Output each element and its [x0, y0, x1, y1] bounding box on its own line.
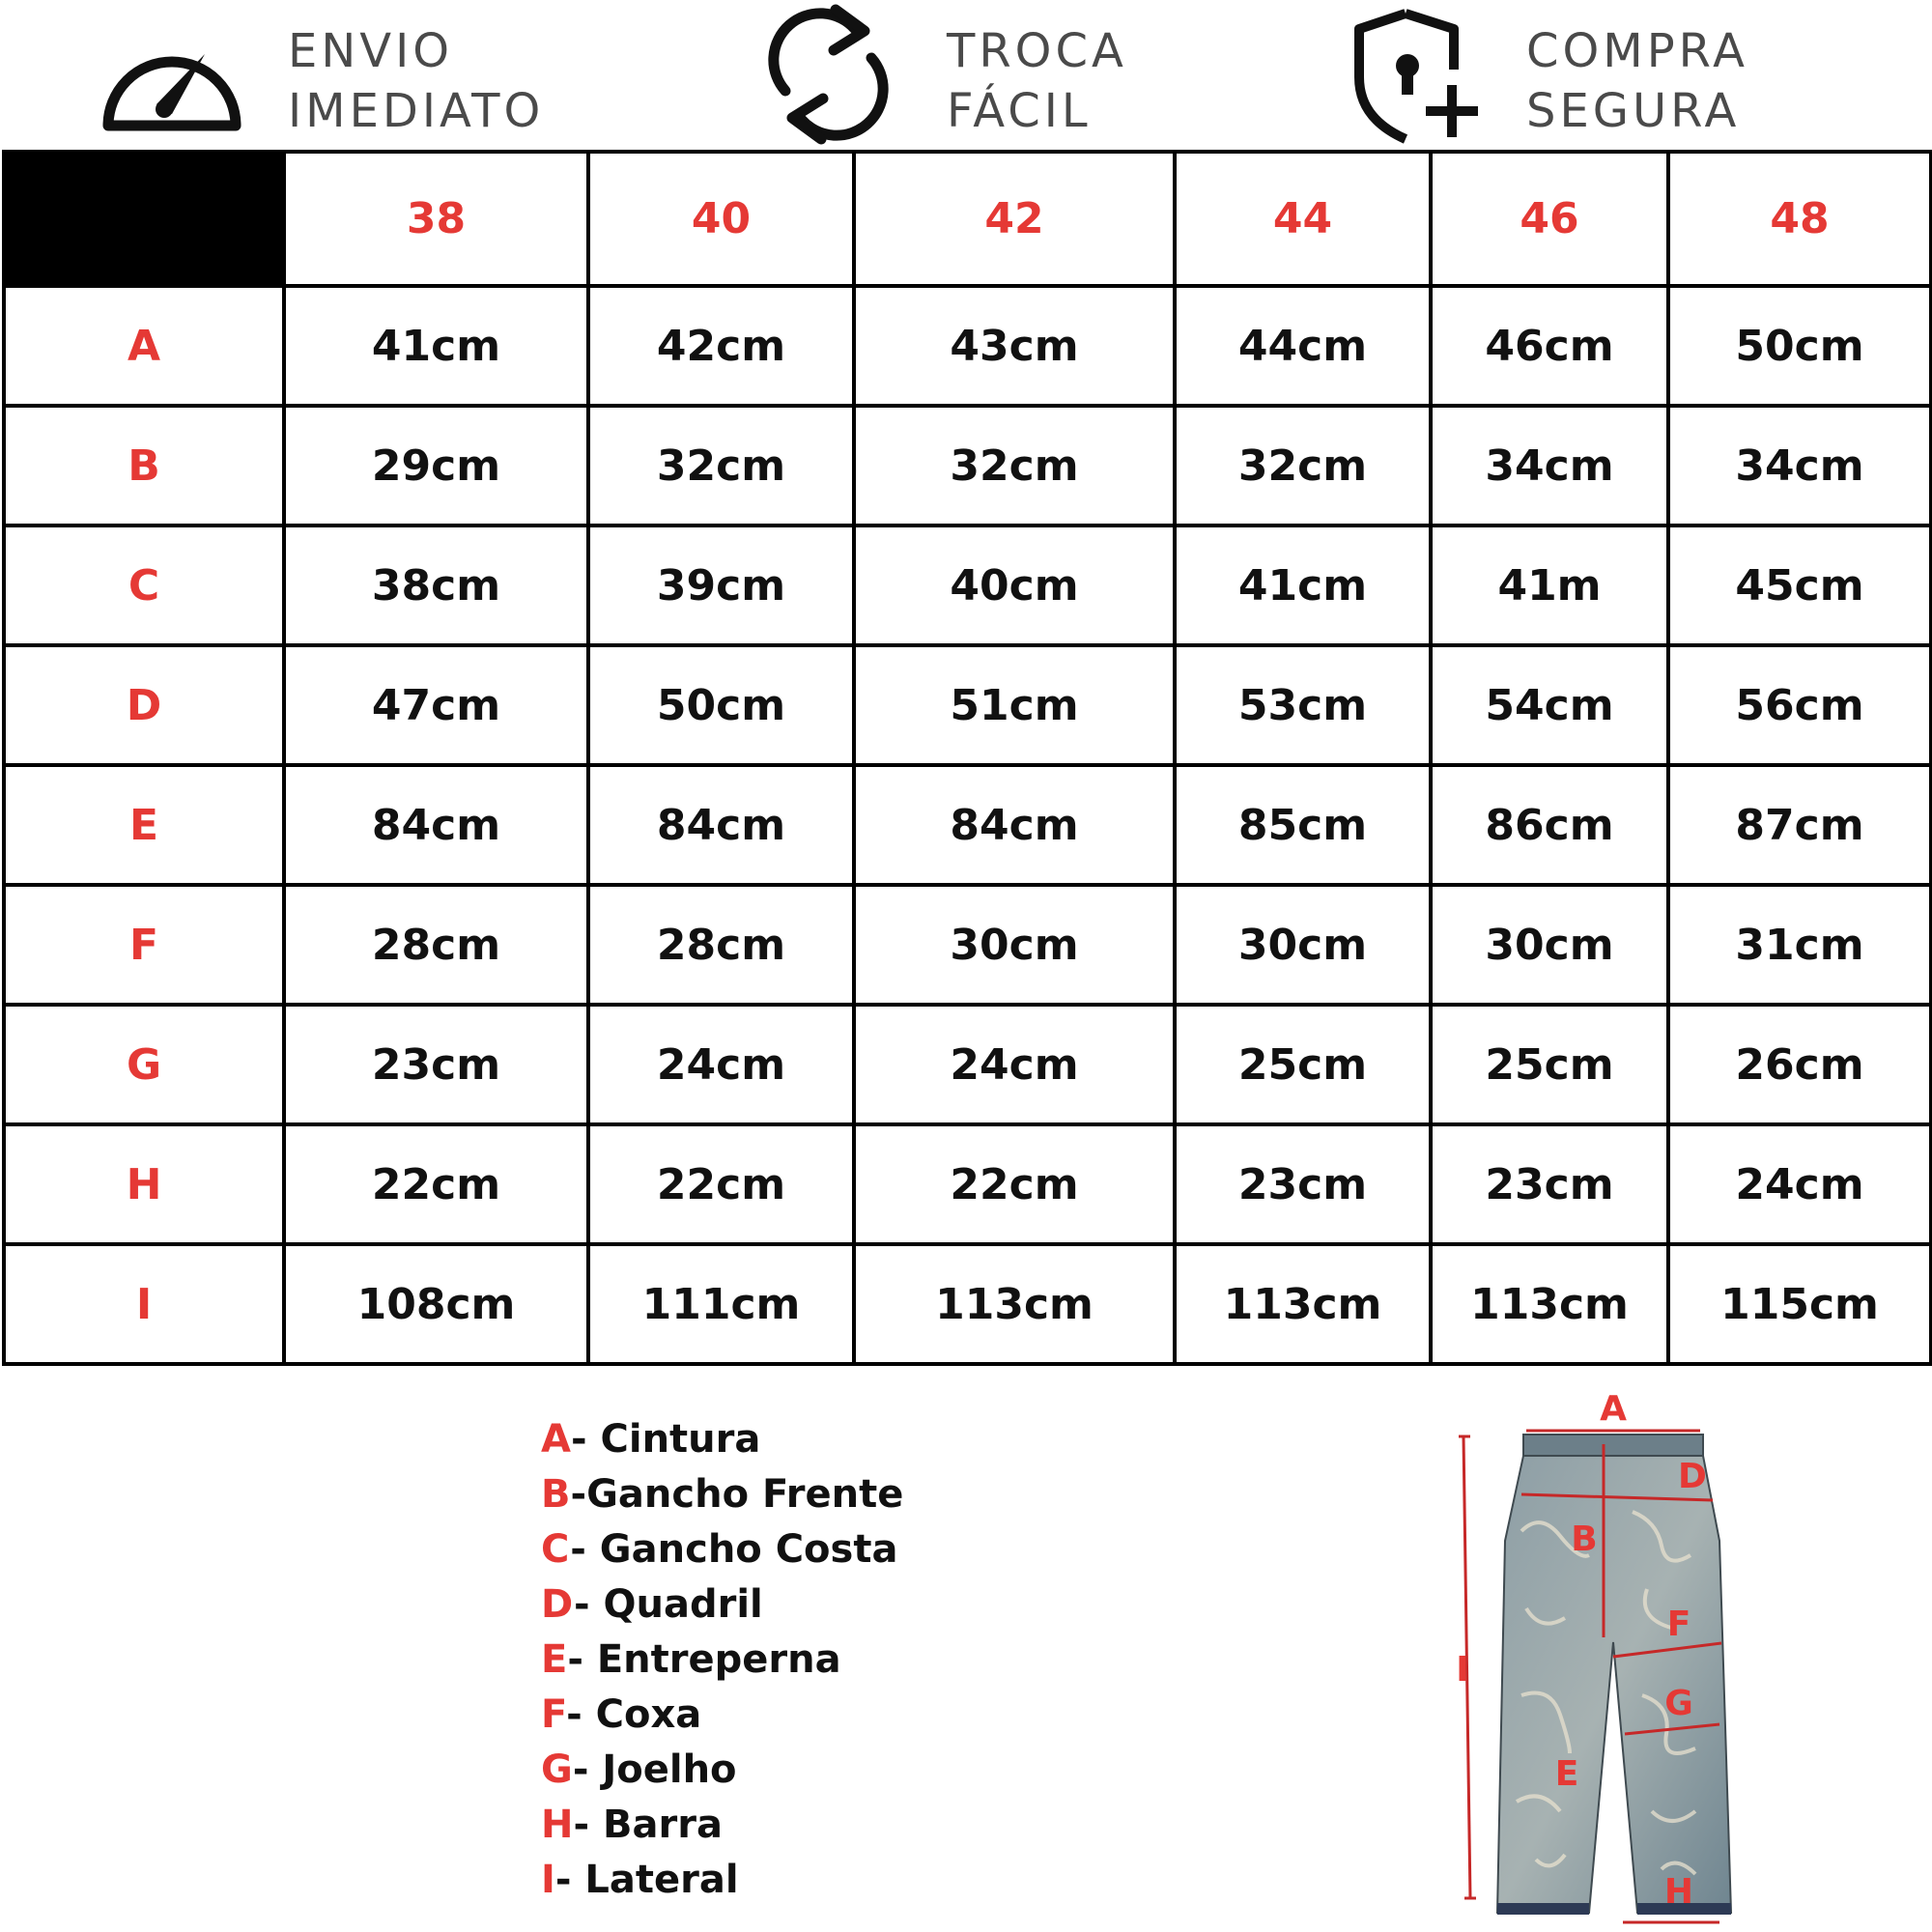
measurement-value: 84cm [284, 765, 588, 885]
speedometer-icon [97, 17, 246, 133]
size-header: 44 [1175, 152, 1431, 286]
size-header: 42 [854, 152, 1175, 286]
measurement-value: 30cm [1431, 885, 1668, 1005]
measurement-value: 50cm [588, 645, 854, 765]
measurement-value: 113cm [854, 1244, 1175, 1364]
legend-item [541, 1853, 903, 1908]
legend-text: - Coxa [566, 1692, 702, 1737]
measurement-value: 34cm [1431, 406, 1668, 526]
legend-letter: H [541, 1803, 574, 1847]
size-header-row [4, 152, 1931, 286]
measurement-value: 111cm [588, 1244, 854, 1364]
legend-text: - Lateral [554, 1858, 739, 1902]
measurement-label: C [4, 526, 284, 645]
badge-compra [1352, 0, 1758, 150]
measurement-value: 54cm [1431, 645, 1668, 765]
table-row [4, 645, 1931, 765]
measurement-label: F [4, 885, 284, 1005]
table-row [4, 526, 1931, 645]
measurement-value: 24cm [588, 1005, 854, 1124]
measurement-value: 108cm [284, 1244, 588, 1364]
measurement-value: 84cm [854, 765, 1175, 885]
legend-letter: G [541, 1747, 573, 1792]
measurement-value: 28cm [588, 885, 854, 1005]
measurement-value: 22cm [284, 1124, 588, 1244]
measurement-value: 40cm [854, 526, 1175, 645]
measurement-value: 30cm [854, 885, 1175, 1005]
measurement-label: I [4, 1244, 284, 1364]
diagram-label-a: A [1600, 1389, 1627, 1429]
measurement-value: 23cm [1175, 1124, 1431, 1244]
measurement-value: 28cm [284, 885, 588, 1005]
diagram-label-b: B [1571, 1520, 1598, 1559]
table-row [4, 885, 1931, 1005]
measurement-value: 87cm [1668, 765, 1931, 885]
measurement-value: 53cm [1175, 645, 1431, 765]
measurement-value: 42cm [588, 286, 854, 406]
measurement-value: 113cm [1431, 1244, 1668, 1364]
size-header: 40 [588, 152, 854, 286]
measurement-value: 24cm [1668, 1124, 1931, 1244]
legend-item [541, 1412, 903, 1467]
legend-item [541, 1688, 903, 1743]
table-row [4, 286, 1931, 406]
measurement-value: 84cm [588, 765, 854, 885]
measurement-value: 31cm [1668, 885, 1931, 1005]
legend-letter: F [541, 1692, 567, 1737]
measurement-value: 25cm [1431, 1005, 1668, 1124]
measurement-value: 47cm [284, 645, 588, 765]
legend-text: - Joelho [572, 1747, 737, 1792]
measurement-legend [541, 1412, 903, 1908]
measurement-value: 45cm [1668, 526, 1931, 645]
diagram-label-f: F [1666, 1605, 1691, 1644]
measurement-label: G [4, 1005, 284, 1124]
measurement-value: 50cm [1668, 286, 1931, 406]
size-header: 48 [1668, 152, 1931, 286]
legend-item [541, 1743, 903, 1798]
badge-troca [768, 0, 1174, 150]
measurement-value: 56cm [1668, 645, 1931, 765]
legend-letter: D [541, 1582, 574, 1627]
measurement-value: 30cm [1175, 885, 1431, 1005]
measurement-value: 26cm [1668, 1005, 1931, 1124]
measurement-value: 86cm [1431, 765, 1668, 885]
size-header: 46 [1431, 152, 1668, 286]
badge-compra-line2: SEGURA [1526, 84, 1741, 138]
measurement-value: 32cm [588, 406, 854, 526]
table-row [4, 1005, 1931, 1124]
measurement-label: D [4, 645, 284, 765]
measurement-value: 22cm [854, 1124, 1175, 1244]
table-row [4, 1124, 1931, 1244]
size-header: 38 [284, 152, 588, 286]
legend-letter: I [541, 1858, 555, 1902]
table-row [4, 765, 1931, 885]
measurement-value: 25cm [1175, 1005, 1431, 1124]
measurement-value: 41cm [1175, 526, 1431, 645]
table-corner [4, 152, 284, 286]
legend-item [541, 1522, 903, 1577]
legend-letter: E [541, 1637, 568, 1682]
badge-troca-line1: TROCA [947, 24, 1127, 78]
table-row [4, 1244, 1931, 1364]
badge-envio-line1: ENVIO [288, 24, 454, 78]
diagram-label-i: I [1456, 1650, 1469, 1690]
legend-item [541, 1577, 903, 1633]
legend-item [541, 1633, 903, 1688]
measurement-value: 39cm [588, 526, 854, 645]
legend-letter: C [541, 1527, 571, 1572]
legend-text: - Cintura [570, 1417, 761, 1462]
legend-item [541, 1467, 903, 1522]
badge-compra-line1: COMPRA [1526, 24, 1748, 78]
measurement-value: 38cm [284, 526, 588, 645]
legend-letter: B [541, 1472, 571, 1517]
legend-text: - Entreperna [567, 1637, 841, 1682]
measurement-value: 41cm [284, 286, 588, 406]
measurement-label: H [4, 1124, 284, 1244]
measurement-value: 32cm [1175, 406, 1431, 526]
badge-envio [97, 0, 599, 150]
measurement-label: B [4, 406, 284, 526]
measurement-value: 43cm [854, 286, 1175, 406]
legend-text: - Quadril [573, 1582, 763, 1627]
legend-text: - Gancho Costa [570, 1527, 898, 1572]
measurement-value: 23cm [284, 1005, 588, 1124]
size-table [2, 150, 1932, 1366]
measurement-label: A [4, 286, 284, 406]
measurement-value: 32cm [854, 406, 1175, 526]
measurement-value: 34cm [1668, 406, 1931, 526]
badge-troca-line2: FÁCIL [947, 84, 1092, 138]
measurement-value: 85cm [1175, 765, 1431, 885]
table-body [4, 286, 1931, 1364]
legend-text: - Barra [573, 1803, 723, 1847]
measurement-value: 44cm [1175, 286, 1431, 406]
security-shield-icon [1352, 8, 1483, 145]
measurement-value: 22cm [588, 1124, 854, 1244]
measurement-value: 113cm [1175, 1244, 1431, 1364]
legend-item [541, 1798, 903, 1853]
measurement-value: 23cm [1431, 1124, 1668, 1244]
measurement-value: 29cm [284, 406, 588, 526]
exchange-arrows-icon [768, 2, 889, 147]
table-row [4, 406, 1931, 526]
diagram-label-e: E [1554, 1754, 1579, 1794]
jeans-measurement-diagram [1430, 1386, 1758, 1927]
legend-text: -Gancho Frente [570, 1472, 904, 1517]
measurement-value: 115cm [1668, 1244, 1931, 1364]
diagram-label-d: D [1678, 1457, 1707, 1496]
legend-letter: A [541, 1417, 571, 1462]
measurement-value: 41m [1431, 526, 1668, 645]
measurement-label: E [4, 765, 284, 885]
badge-envio-line2: IMEDIATO [288, 84, 545, 138]
diagram-label-h: H [1663, 1872, 1694, 1912]
measurement-value: 24cm [854, 1005, 1175, 1124]
measurement-value: 46cm [1431, 286, 1668, 406]
measurement-value: 51cm [854, 645, 1175, 765]
diagram-label-g: G [1664, 1684, 1693, 1723]
